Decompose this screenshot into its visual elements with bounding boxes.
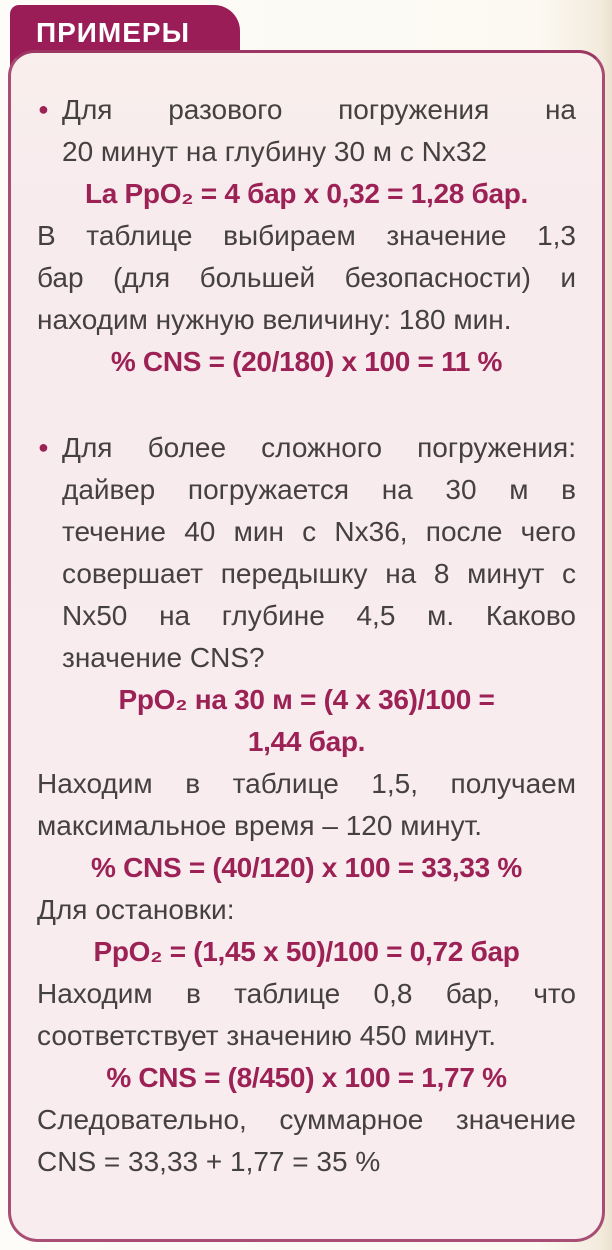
text-line: соответствует значению 450 минут.	[37, 1020, 497, 1051]
text-line: находим нужную величину: 180 мин.	[37, 304, 512, 335]
example-1-intro-paragraph	[37, 89, 576, 173]
text-line: Находим в таблице 0,8 бар, что	[37, 978, 576, 1009]
formula-cns-main-dive: % CNS = (40/120) х 100 = 33,33 %	[91, 852, 522, 883]
text-line: совершает передышку на 8 минут с	[62, 558, 576, 589]
text-line: Для разового погружения на	[62, 94, 576, 125]
text-line: значение CNS?	[62, 642, 265, 673]
text-line: 20 минут на глубину 30 м с Nx32	[62, 136, 487, 167]
text-line: Nx50 на глубине 4,5 м. Каково	[62, 600, 576, 631]
bullet-icon: ●	[38, 99, 49, 119]
text-line: Находим в таблице 1,5, получаем	[37, 768, 576, 799]
formula-ppo2-30m-line2: 1,44 бар.	[247, 726, 366, 757]
example-2-stop-table-paragraph	[37, 973, 576, 1057]
formula-ppo2-single-dive: La PpO₂ = 4 бар х 0,32 = 1,28 бар.	[84, 178, 529, 209]
text-line: Для более сложного погружения:	[62, 432, 576, 463]
text-line: Для остановки:	[37, 894, 235, 925]
text-line: Следовательно, суммарное значение	[37, 1104, 576, 1135]
text-line: бар (для большей безопасности) и	[37, 262, 576, 293]
formula-ppo2-30m-line1: PpO₂ на 30 м = (4 х 36)/100 =	[118, 684, 495, 715]
bullet-icon: ●	[38, 437, 49, 457]
example-2-intro-paragraph	[37, 427, 576, 679]
example-2-stop-paragraph	[37, 889, 576, 931]
formula-ppo2-stop: PpO₂ = (1,45 х 50)/100 = 0,72 бар	[93, 936, 520, 967]
formula-cns-stop: % CNS = (8/450) х 100 = 1,77 %	[106, 1062, 507, 1093]
text-line: течение 40 мин с Nx36, после чего	[62, 516, 576, 547]
text-line: дайвер погружается на 30 м в	[62, 474, 576, 505]
text-line: максимальное время – 120 минут.	[37, 810, 483, 841]
text-line: CNS = 33,33 + 1,77 = 35 %	[37, 1146, 381, 1177]
formula-cns-single-dive: % CNS = (20/180) х 100 = 11 %	[110, 346, 503, 377]
example-item-2	[37, 427, 576, 1183]
example-2-table-paragraph	[37, 763, 576, 847]
example-item-1	[37, 89, 576, 383]
example-1-table-paragraph	[37, 215, 576, 341]
examples-tab-label: ПРИМЕРЫ	[36, 17, 191, 48]
examples-box	[8, 50, 605, 1242]
example-2-total-paragraph	[37, 1099, 576, 1183]
text-line: В таблице выбираем значение 1,3	[37, 220, 576, 251]
